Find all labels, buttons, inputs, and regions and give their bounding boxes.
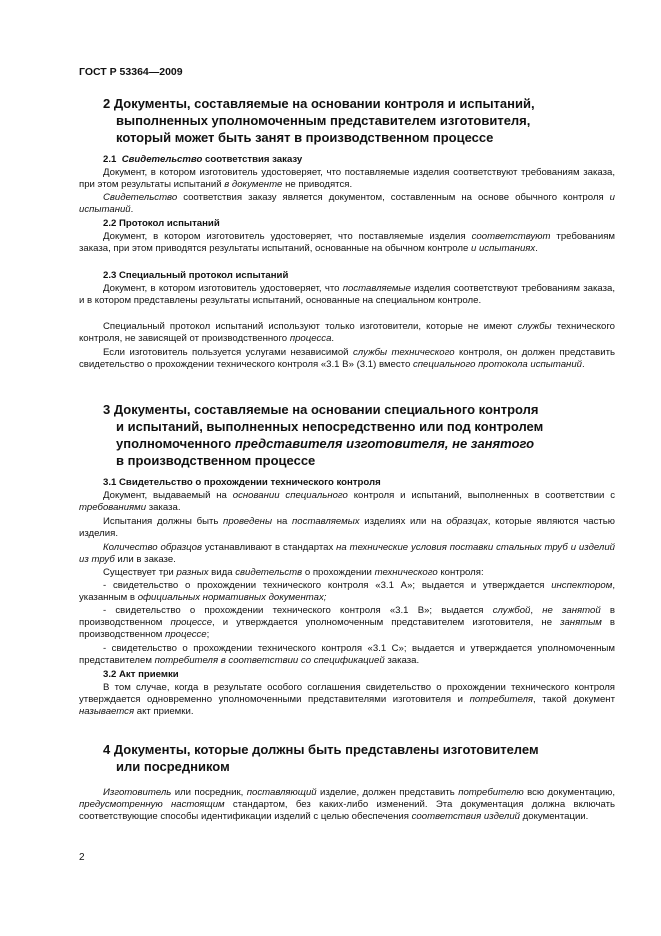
- paragraph: В том случае, когда в результате особого соглашения свидетельство о прохождении технического контроля утверждается одновременно уполномоченными представителями изготовителя и потребителя, такой документ называется акт приемки.: [79, 682, 615, 718]
- list-item: - свидетельство о прохождении технического контроля «3.1 С»; выдается и утверждается уполномоченным представителем потребителя в соответствии со спецификацией заказа.: [79, 643, 615, 667]
- page-number: 2: [79, 852, 85, 863]
- section-2-title-line-2: выполненных уполномоченным представителем изготовителя,: [116, 113, 531, 128]
- paragraph: Документ, в котором изготовитель удостоверяет, что поставляемые изделия соответствуют требованиям заказа, и в котором представлены результаты испытаний, основанные на специальном контроле.: [79, 283, 615, 307]
- paragraph: Количество образцов устанавливают в стандартах на технические условия поставки стальных труб и изделий из труб или в заказе.: [79, 542, 615, 566]
- paragraph: Документ, в котором изготовитель удостоверяет, что поставляемые изделия соответствуют требованиям заказа, при этом приводятся результаты испытаний, основанные на обычном контроле и испытаниях.: [79, 231, 615, 255]
- paragraph: Свидетельство соответствия заказу является документом, составленным на основе обычного контроля и испытаний.: [79, 192, 615, 216]
- subsection-2-1-title: 2.1 Свидетельство соответствия заказу: [103, 154, 303, 165]
- paragraph: Документ, в котором изготовитель удостоверяет, что поставляемые изделия соответствуют требованиям заказа, при этом результаты испытаний в документе не приводятся.: [79, 167, 615, 191]
- section-3-title-line-3: уполномоченного представителя изготовителя, не занятого: [116, 436, 535, 451]
- subsection-2-3-title: 2.3 Специальный протокол испытаний: [103, 270, 289, 281]
- standard-header: ГОСТ Р 53364—2009: [79, 66, 183, 78]
- paragraph: Испытания должны быть проведены на поставляемых изделиях или на образцах, которые являются частью изделия.: [79, 516, 615, 540]
- subsection-3-1-title: 3.1 Свидетельство о прохождении технического контроля: [103, 477, 381, 488]
- section-4-title-line-2: или посредником: [116, 759, 230, 774]
- paragraph: Если изготовитель пользуется услугами независимой службы технического контроля, он должен представить свидетельство о прохождении технического контроля «3.1 В» (3.1) вместо специального протокола испытаний.: [79, 347, 615, 371]
- subsection-3-2-title: 3.2 Акт приемки: [103, 669, 179, 680]
- section-2-title-line-1: 2 Документы, составляемые на основании контроля и испытаний,: [103, 96, 535, 111]
- section-3-title-line-2: и испытаний, выполненных непосредственно или под контролем: [116, 419, 544, 434]
- section-2-title: [103, 95, 535, 146]
- section-3-title-line-1: 3 Документы, составляемые на основании специального контроля: [103, 402, 539, 417]
- section-4-title-line-1: 4 Документы, которые должны быть представлены изготовителем: [103, 742, 539, 757]
- paragraph: Специальный протокол испытаний используют только изготовители, которые не имеют службы технического контроля, не зависящей от производственного процесса.: [79, 321, 615, 345]
- section-4-title: [103, 741, 539, 775]
- section-3-title-line-4: в производственном процессе: [116, 453, 316, 468]
- subsection-2-2-title: 2.2 Протокол испытаний: [103, 218, 220, 229]
- list-item: - свидетельство о прохождении технического контроля «3.1 В»; выдается службой, не занятой в производственном процессе, и утверждается уполномоченным представителем изготовителя, не занятым в производственном процессе;: [79, 605, 616, 641]
- section-2-title-line-3: который может быть занят в производственном процессе: [116, 130, 494, 145]
- list-item: - свидетельство о прохождении технического контроля «3.1 А»; выдается и утверждается инспектором, указанным в официальных нормативных документах;: [79, 580, 615, 604]
- section-3-title: [103, 401, 543, 469]
- paragraph: Существует три разных вида свидетельств о прохождении технического контроля:: [103, 567, 484, 578]
- paragraph: Изготовитель или посредник, поставляющий изделие, должен представить потребителю всю документацию, предусмотренную настоящим стандартом, без каких-либо изменений. Эта документация должна включать соответствующие способы идентификации изделий с целью обеспечения соответствия изделий документации.: [79, 787, 615, 823]
- paragraph: Документ, выдаваемый на основании специального контроля и испытаний, выполненных в соответствии с требованиями заказа.: [79, 490, 615, 514]
